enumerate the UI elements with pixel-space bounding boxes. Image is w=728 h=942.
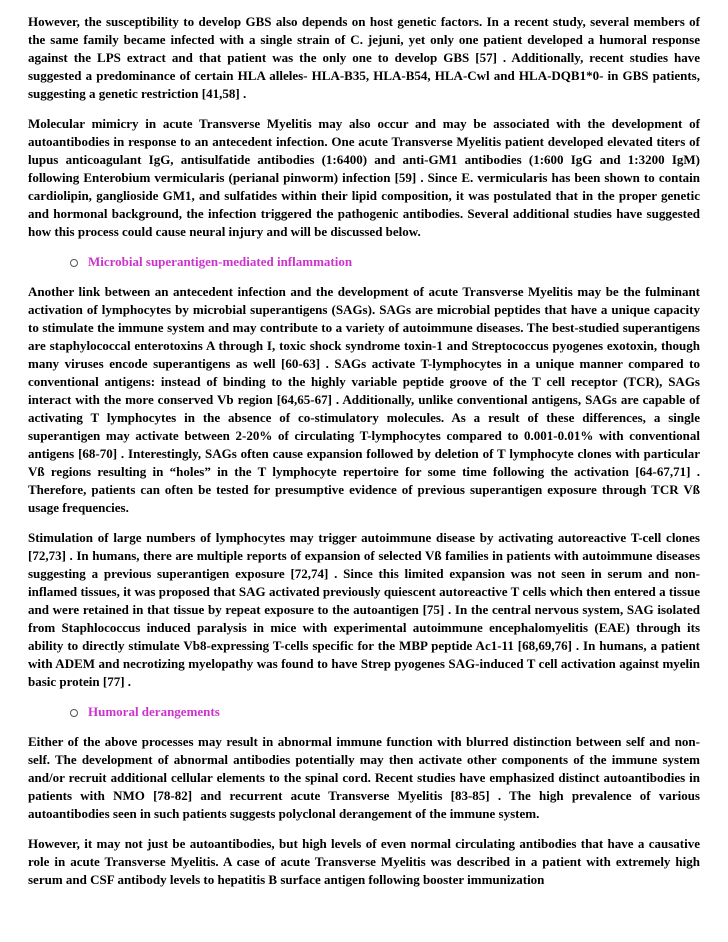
section-heading-humoral-text: Humoral derangements [88,704,220,719]
circle-bullet-icon [70,259,78,267]
paragraph-circulating-antibodies: However, it may not just be autoantibodies, but high levels of even normal circulating antibodies that have a causative role in acute Transverse Myelitis. A case of acute Transverse Myelitis was described in a patient with extremely high serum and CSF antibody levels to hepatitis B surface antigen following booster immunization [28,836,700,887]
paragraph-superantigens: Another link between an antecedent infection and the development of acute Transverse Myelitis may be the fulminant activation of lymphocytes by microbial superantigens (SAGs). SAGs are microbial peptides that have a unique capacity to stimulate the immune system and may contribute to a variety of autoimmune diseases. The best-studied superantigens are staphylococcal enterotoxins A through I, toxic shock syndrome toxin-1 and Streptococcus pyogenes exotoxin, though many viruses encode superantigens as well [60-63] . SAGs activate T-lymphocytes in a unique manner compared to conventional antigens: instead of binding to the highly variable peptide groove of the T cell receptor (TCR), SAGs interact with the more conserved Vb region [64,65-67] . Additionally, unlike conventional antigens, SAGs are capable of activating T lymphocytes in the absence of co-stimulatory molecules. As a result of these differences, a single superantigen may activate between 2-20% of circulating T-lymphocytes compared to 0.001-0.01% with conventional antigens [68-70] . Interestingly, SAGs often cause expansion followed by deletion of T lymphocyte clones with particular Vß regions resulting in “holes” in the T lymphocyte repertoire for some time following the activation [64-67,71] . Therefore, patients can often be tested for presumptive evidence of previous superantigen exposure through TCR Vß usage frequencies. [28,284,700,515]
paragraph-lymphocyte-stimulation: Stimulation of large numbers of lymphocytes may trigger autoimmune disease by activating autoreactive T-cell clones [72,73] . In humans, there are multiple reports of expansion of selected Vß families in patients with autoimmune diseases suggesting a previous superantigen exposure [72,74] . Since this limited expansion was not seen in serum and non-inflamed tissues, it was proposed that SAG activated previously quiescent autoreactive T cells which then entered a tissue and were retained in that tissue by repeat exposure to the autoantigen [75] . In the central nervous system, SAG isolated from Staphlococcus induced paralysis in mice with experimental autoimmune encephalomyelitis (EAE) through its ability to directly stimulate Vb8-expressing T-cells specific for the MBP peptide Ac1-11 [68,69,76] . In humans, a patient with ADEM and necrotizing myelopathy was found to have Strep pyogenes SAG-induced T cell activation against myelin basic protein [77] . [28,530,700,689]
paragraph-genetic-factors: However, the susceptibility to develop GBS also depends on host genetic factors. In a recent study, several members of the same family became infected with a single strain of C. jejuni, yet only one patient developed a humoral response against the LPS extract and that patient was the only one to develop GBS [57] . Additionally, recent studies have suggested a predominance of certain HLA alleles- HLA-B35, HLA-B54, HLA-Cwl and HLA-DQB1*0- in GBS patients, suggesting a genetic restriction [41,58] . [28,14,700,101]
paragraph-molecular-mimicry: Molecular mimicry in acute Transverse Myelitis may also occur and may be associated with the development of autoantibodies in response to an antecedent infection. One acute Transverse Myelitis patient developed elevated titers of lupus anticoagulant IgG, antisulfatide antibodies (1:6400) and anti-GM1 antibodies (1:600 IgG and 1:3200 IgM) following Enterobium vermicularis (perianal pinworm) infection [59] . Since E. vermicularis has been shown to contain cardiolipin, ganglioside GM1, and sulfatides within their lipid composition, it was postulated that in the proper genetic and hormonal background, the infection triggered the pathogenic antibodies. Several additional studies have suggested how this process could cause neural injury and will be discussed below. [28,116,700,239]
circle-bullet-icon [70,709,78,717]
paragraph-abnormal-immune-function: Either of the above processes may result in abnormal immune function with blurred distinction between self and non-self. The development of abnormal antibodies potentially may then activate other components of the immune system and/or recruit additional cellular elements to the spinal cord. Recent studies have emphasized distinct autoantibodies in patients with NMO [78-82] and recurrent acute Transverse Myelitis [83-85] . The high prevalence of various autoantibodies seen in such patients suggests polyclonal derangement of the immune system. [28,734,700,821]
section-heading-superantigen-text: Microbial superantigen-mediated inflammation [88,254,353,269]
section-heading-humoral [70,703,700,721]
document-page [28,13,700,901]
section-heading-superantigen [70,253,700,271]
